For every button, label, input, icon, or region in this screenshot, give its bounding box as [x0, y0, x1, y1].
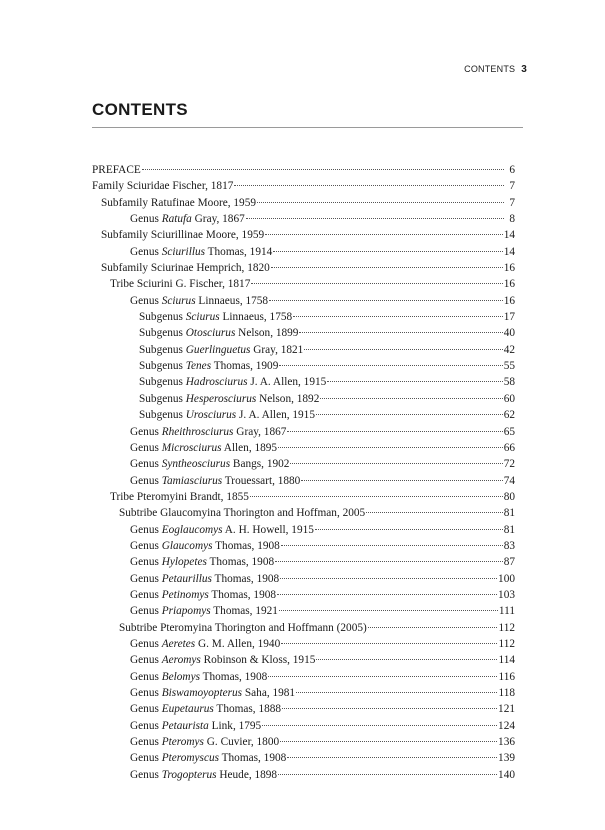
toc-entry-page-number: 8 [509, 213, 515, 226]
dot-leader [290, 462, 502, 464]
toc-entry-title-italic: Sciurus [185, 311, 220, 324]
toc-entry-page-number: 121 [498, 703, 515, 716]
toc-entry-title-prefix: Subtribe Glaucomyina Thorington and Hoffman, 2005 [119, 507, 366, 520]
toc-entry[interactable] [92, 456, 515, 472]
toc-entry-page-number: 136 [498, 736, 515, 749]
toc-entry[interactable] [92, 603, 515, 619]
toc-entry-title [101, 195, 256, 211]
toc-entry[interactable] [92, 162, 515, 178]
toc-entry-title-suffix: Gray, 1821 [250, 343, 304, 356]
toc-entry-title [101, 260, 270, 276]
dot-leader [265, 233, 503, 235]
toc-entry[interactable] [92, 260, 515, 276]
toc-entry-title-suffix: Thomas, 1888 [213, 703, 282, 716]
toc-entry[interactable] [92, 342, 515, 358]
toc-entry-page-number: 112 [498, 621, 515, 634]
toc-entry-title [139, 391, 319, 407]
toc-entry-title [130, 293, 268, 309]
toc-entry-title-suffix: Gray, 1867 [191, 213, 245, 226]
toc-entry-title-suffix: J. A. Allen, 1915 [247, 376, 327, 389]
toc-entry-title-italic: Glaucomys [161, 539, 213, 552]
toc-entry-title-prefix: Subgenus [139, 311, 186, 324]
toc-entry-title-prefix: Genus [130, 539, 162, 552]
toc-entry-title-prefix: Genus [130, 588, 162, 601]
toc-entry-title-italic: Petaurillus [161, 572, 212, 585]
dot-leader [277, 593, 497, 595]
toc-entry-title-italic: Guerlinguetus [185, 343, 251, 356]
toc-entry-title-suffix: Heude, 1898 [216, 768, 278, 781]
toc-entry-title [130, 685, 295, 701]
dot-leader [293, 315, 503, 317]
toc-entry[interactable] [92, 325, 515, 341]
toc-entry-title-prefix: Subgenus [139, 343, 186, 356]
dot-leader [279, 364, 502, 366]
toc-entry-title-prefix: Subgenus [139, 409, 186, 422]
toc-entry-title-suffix: A. H. Howell, 1915 [222, 523, 314, 536]
toc-entry-page-number: 116 [498, 670, 515, 683]
dot-leader [287, 430, 502, 432]
toc-entry-page-number: 74 [503, 474, 515, 487]
dot-leader [281, 642, 497, 644]
toc-entry-title-suffix: Saha, 1981 [242, 687, 296, 699]
dot-leader [299, 331, 502, 333]
toc-entry-title-italic: Biswamoyopterus [161, 687, 243, 699]
toc-entry-title [119, 505, 365, 521]
toc-entry-title-prefix: Genus [130, 719, 162, 732]
toc-entry-title-suffix: G. Cuvier, 1800 [203, 736, 280, 749]
dot-leader [271, 266, 503, 268]
toc-entry-title [130, 456, 289, 472]
toc-entry[interactable] [92, 522, 515, 538]
toc-entry-title-prefix: Genus [130, 687, 162, 699]
dot-leader [366, 511, 503, 513]
toc-entry-title [130, 587, 276, 603]
toc-entry-title [119, 620, 367, 636]
toc-entry-title-prefix: Genus [130, 605, 162, 618]
toc-entry-title [130, 440, 277, 456]
toc-entry-title-italic: Hesperosciurus [185, 392, 257, 405]
toc-entry-page-number: 60 [503, 392, 515, 405]
toc-entry-title [130, 554, 274, 570]
dot-leader [280, 740, 497, 742]
toc-entry-title [92, 162, 141, 178]
toc-entry-title-suffix: Thomas, 1908 [212, 539, 280, 552]
toc-entry[interactable] [92, 587, 515, 603]
toc-entry-page-number: 17 [503, 311, 515, 324]
toc-entry-title-prefix: Genus [130, 425, 162, 438]
toc-entry-title [139, 342, 303, 358]
toc-entry[interactable] [92, 718, 515, 734]
toc-entry[interactable] [92, 554, 515, 570]
toc-entry-page-number: 66 [503, 441, 515, 454]
toc-entry-title-prefix: Genus [130, 752, 162, 765]
toc-entry-title-italic: Tenes [185, 360, 212, 373]
toc-entry-title [130, 211, 245, 227]
toc-entry[interactable] [92, 750, 515, 766]
dot-leader [257, 201, 504, 203]
toc-entry[interactable] [92, 538, 515, 554]
toc-entry[interactable] [92, 505, 515, 521]
toc-entry-title-suffix: Nelson, 1892 [256, 392, 320, 405]
dot-leader [304, 348, 502, 350]
toc-entry-page-number: 81 [503, 523, 515, 536]
toc-entry[interactable] [92, 358, 515, 374]
toc-entry[interactable] [92, 407, 515, 423]
toc-entry-title-prefix: Genus [130, 768, 162, 781]
toc-entry-title-italic: Eupetaurus [161, 703, 214, 716]
dot-leader [278, 446, 503, 448]
running-header [464, 64, 527, 75]
toc-entry-title-prefix: Genus [130, 572, 162, 585]
toc-entry-page-number: 16 [503, 278, 515, 291]
toc-entry[interactable] [92, 636, 515, 652]
toc-entry-title-italic: Ratufa [161, 213, 192, 226]
toc-entry-page-number: 55 [503, 360, 515, 373]
toc-entry[interactable] [92, 293, 515, 309]
toc-entry-title-italic: Belomys [161, 670, 200, 683]
toc-entry-title-suffix: Trouessart, 1880 [222, 474, 301, 487]
toc-entry-title-suffix: Link, 1795 [208, 719, 262, 732]
toc-entry-title-prefix: Tribe Sciurini G. Fischer, 1817 [110, 278, 251, 291]
toc-entry-title-suffix: Gray, 1867 [233, 425, 287, 438]
toc-entry-title [139, 309, 292, 325]
toc-entry-page-number: 72 [503, 458, 515, 471]
dot-leader [316, 413, 503, 415]
toc-entry-title-italic: Urosciurus [185, 409, 237, 422]
toc-entry-page-number: 87 [503, 556, 515, 569]
toc-entry-title [139, 407, 315, 423]
toc-entry-page-number: 65 [503, 425, 515, 438]
toc-entry-title-prefix: Subfamily Sciurinae Hemprich, 1820 [101, 262, 270, 275]
toc-entry-title [130, 718, 261, 734]
toc-entry-title-italic: Hylopetes [161, 556, 207, 569]
dot-leader [282, 707, 497, 709]
toc-entry-title-prefix: Genus [130, 654, 162, 667]
toc-entry-title-italic: Petinomys [161, 588, 209, 601]
toc-entry-title-prefix: Genus [130, 458, 162, 471]
toc-entry-title-prefix: PREFACE [92, 164, 141, 176]
toc-entry[interactable] [92, 440, 515, 456]
toc-entry-title [110, 276, 250, 292]
dot-leader [234, 184, 504, 186]
dot-leader [275, 560, 503, 562]
toc-entry-title [130, 652, 315, 668]
toc-entry-title-italic: Rheithrosciurus [161, 425, 234, 438]
toc-entry-title [130, 750, 286, 766]
toc-entry-title-prefix: Genus [130, 441, 162, 454]
toc-entry-title-prefix: Subfamily Sciurillinae Moore, 1959 [101, 229, 265, 242]
toc-entry-title [130, 669, 267, 685]
toc-entry[interactable] [92, 195, 515, 211]
toc-entry-page-number: 42 [503, 343, 515, 356]
toc-entry-title-italic: Eoglaucomys [161, 523, 223, 536]
toc-entry[interactable] [92, 669, 515, 685]
toc-entry-page-number: 6 [509, 164, 515, 176]
toc-entry[interactable] [92, 244, 515, 260]
toc-entry[interactable] [92, 391, 515, 407]
toc-entry-title [130, 701, 281, 717]
toc-entry-title-italic: Sciurus [161, 294, 196, 307]
toc-entry-title-prefix: Subgenus [139, 327, 186, 340]
toc-entry-title-suffix: Bangs, 1902 [230, 458, 290, 471]
dot-leader [327, 380, 502, 382]
dot-leader [251, 282, 502, 284]
toc-entry-title-prefix: Genus [130, 703, 162, 716]
toc-entry-title-italic: Aeromys [161, 654, 201, 667]
toc-entry-page-number: 100 [498, 572, 515, 585]
toc-entry-title-italic: Hadrosciurus [185, 376, 248, 389]
toc-entry-title-prefix: Family Sciuridae Fischer, 1817 [92, 180, 234, 193]
toc-entry-title [130, 767, 277, 783]
toc-entry-title [130, 424, 286, 440]
toc-entry-title [130, 636, 280, 652]
toc-entry-page-number: 40 [503, 327, 515, 340]
toc-entry-title [130, 473, 300, 489]
toc-entry-page-number: 83 [503, 539, 515, 552]
dot-leader [246, 217, 504, 219]
dot-leader [278, 773, 497, 775]
toc-entry-title-suffix: Thomas, 1908 [211, 572, 280, 585]
toc-entry-title [130, 734, 279, 750]
toc-entry-title [139, 358, 278, 374]
title-divider [92, 127, 523, 128]
dot-leader [250, 495, 503, 497]
toc-entry-page-number: 7 [509, 180, 515, 193]
dot-leader [320, 397, 502, 399]
toc-entry-page-number: 139 [498, 752, 515, 765]
toc-entry[interactable] [92, 734, 515, 750]
toc-entry-title-suffix: Thomas, 1909 [211, 360, 279, 373]
toc-entry-page-number: 81 [503, 507, 515, 520]
dot-leader [273, 250, 502, 252]
running-header-title: CONTENTS [464, 64, 516, 74]
toc-entry-title-prefix: Genus [130, 245, 162, 258]
toc-entry-title-suffix: Allen, 1895 [221, 441, 278, 454]
toc-entry-title-prefix: Subgenus [139, 360, 186, 373]
toc-entry[interactable] [92, 227, 515, 243]
toc-entry-title-prefix: Subgenus [139, 392, 186, 405]
dot-leader [287, 756, 497, 758]
toc-entry-page-number: 14 [503, 245, 515, 258]
toc-entry-page-number: 58 [503, 376, 515, 389]
dot-leader [315, 528, 503, 530]
toc-entry-title [130, 571, 279, 587]
toc-entry-title-prefix: Subgenus [139, 376, 186, 389]
toc-entry-page-number: 114 [498, 654, 515, 667]
toc-entry-title-prefix: Subfamily Ratufinae Moore, 1959 [101, 196, 256, 209]
toc-entry-page-number: 16 [503, 294, 515, 307]
toc-entry-title [130, 603, 278, 619]
toc-entry[interactable] [92, 620, 515, 636]
toc-entry-title-suffix: Thomas, 1914 [205, 245, 273, 258]
toc-entry-title-prefix: Tribe Pteromyini Brandt, 1855 [110, 490, 249, 503]
toc-entry-title-suffix: Robinson & Kloss, 1915 [200, 654, 316, 667]
dot-leader [316, 658, 497, 660]
toc-entry-page-number: 14 [503, 229, 515, 242]
page-title: CONTENTS [92, 100, 188, 119]
toc-entry[interactable] [92, 767, 515, 783]
toc-entry-title [139, 325, 298, 341]
toc-entry-title-prefix: Genus [130, 523, 162, 536]
toc-entry[interactable] [92, 374, 515, 390]
toc-entry[interactable] [92, 571, 515, 587]
toc-entry-title-prefix: Genus [130, 637, 162, 650]
toc-entry[interactable] [92, 276, 515, 292]
toc-entry-title-suffix: G. M. Allen, 1940 [195, 637, 281, 650]
toc-entry-title-italic: Pteromys [161, 736, 204, 749]
toc-entry-title-prefix: Genus [130, 213, 162, 226]
toc-entry-title-italic: Trogopterus [161, 768, 217, 781]
dot-leader [269, 299, 503, 301]
dot-leader [142, 168, 504, 170]
dot-leader [279, 609, 498, 611]
toc-entry[interactable] [92, 701, 515, 717]
table-of-contents [92, 162, 515, 783]
toc-entry-title [130, 522, 314, 538]
toc-entry[interactable] [92, 489, 515, 505]
toc-entry[interactable] [92, 473, 515, 489]
toc-entry-title [92, 178, 233, 194]
toc-entry-page-number: 124 [498, 719, 515, 732]
toc-entry-page-number: 7 [509, 196, 515, 209]
toc-entry-title-suffix: Thomas, 1908 [219, 752, 287, 765]
toc-entry-title-italic: Priapomys [161, 605, 211, 618]
toc-entry-title-italic: Petaurista [161, 719, 209, 732]
toc-entry-title-italic: Otosciurus [185, 327, 236, 340]
toc-entry[interactable] [92, 652, 515, 668]
toc-entry-title [101, 227, 264, 243]
toc-entry[interactable] [92, 424, 515, 440]
toc-entry-title [110, 489, 249, 505]
toc-entry-title-prefix: Genus [130, 670, 162, 683]
toc-entry-title [139, 374, 326, 390]
toc-entry-title-suffix: Thomas, 1908 [206, 556, 275, 569]
toc-entry-title-suffix: J. A. Allen, 1915 [236, 409, 315, 422]
toc-entry-title-prefix: Genus [130, 556, 162, 569]
toc-entry-page-number: 16 [503, 262, 515, 275]
toc-entry-title-italic: Sciurillus [161, 245, 206, 258]
toc-entry-title [130, 538, 280, 554]
toc-entry-title-italic: Aeretes [161, 637, 196, 650]
dot-leader [368, 626, 498, 628]
dot-leader [301, 479, 502, 481]
toc-entry-page-number: 118 [498, 687, 515, 699]
toc-entry[interactable] [92, 211, 515, 227]
toc-entry-title-italic: Pteromyscus [161, 752, 220, 765]
toc-entry-page-number: 80 [503, 490, 515, 503]
toc-entry[interactable] [92, 685, 515, 701]
toc-entry-title-suffix: Linnaeus, 1758 [195, 294, 269, 307]
toc-entry-page-number: 62 [503, 409, 515, 422]
dot-leader [281, 544, 503, 546]
dot-leader [262, 724, 497, 726]
toc-entry-page-number: 112 [498, 637, 515, 650]
toc-entry-title-suffix: Thomas, 1921 [210, 605, 278, 618]
toc-entry-page-number: 103 [498, 588, 515, 601]
toc-entry-page-number: 111 [498, 605, 515, 618]
running-header-page-number: 3 [521, 64, 527, 75]
toc-entry-title-prefix: Genus [130, 294, 162, 307]
toc-entry-page-number: 140 [498, 768, 515, 781]
dot-leader [296, 691, 497, 693]
toc-entry-title-prefix: Genus [130, 736, 162, 749]
toc-entry-title-suffix: Thomas, 1908 [199, 670, 268, 683]
toc-entry-title-italic: Syntheosciurus [161, 458, 231, 471]
toc-entry-title-italic: Microsciurus [161, 441, 222, 454]
dot-leader [268, 675, 497, 677]
toc-entry-title-suffix: Nelson, 1899 [235, 327, 299, 340]
toc-entry[interactable] [92, 309, 515, 325]
toc-entry-title-prefix: Genus [130, 474, 162, 487]
toc-entry[interactable] [92, 178, 515, 194]
toc-entry-title-prefix: Subtribe Pteromyina Thorington and Hoffmann (2005) [119, 621, 367, 634]
toc-entry-title-suffix: Thomas, 1908 [208, 588, 277, 601]
toc-entry-title-italic: Tamiasciurus [161, 474, 223, 487]
toc-entry-title [130, 244, 272, 260]
dot-leader [280, 577, 497, 579]
toc-entry-title-suffix: Linnaeus, 1758 [219, 311, 293, 324]
